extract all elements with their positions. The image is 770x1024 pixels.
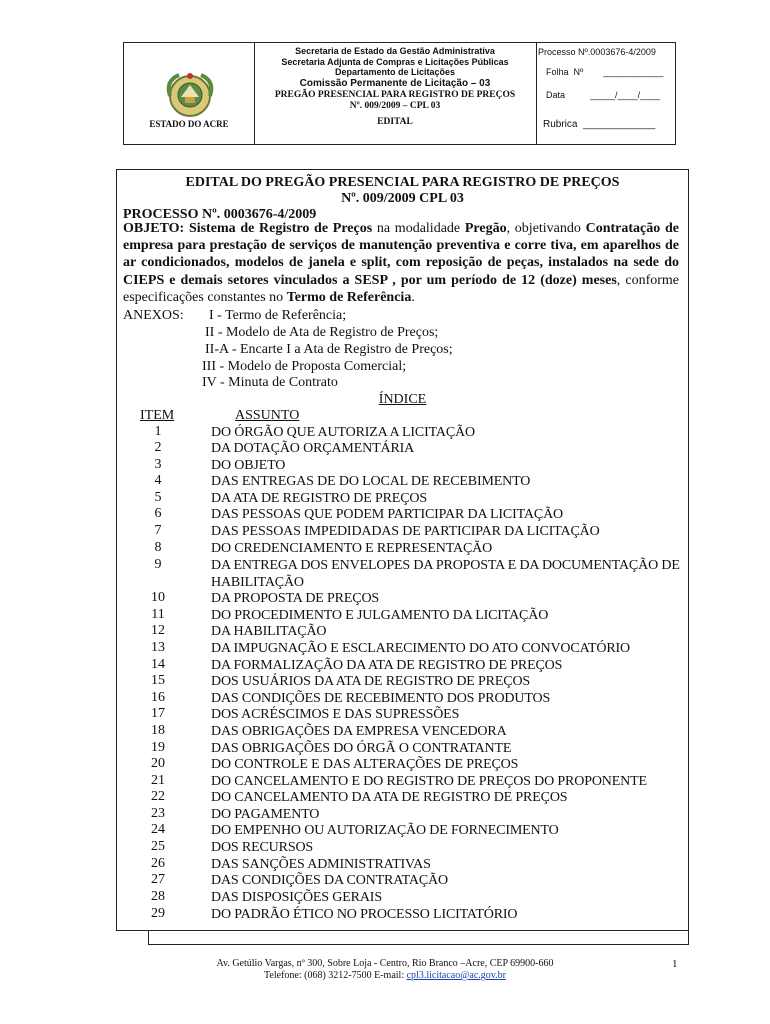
toc-item-number: 27: [151, 872, 165, 887]
objeto-text-3: , conforme especificações constantes no: [123, 272, 679, 305]
objeto-bold-2: Pregão: [464, 221, 507, 236]
header-comissao: Comissão Permanente de Licitação – 03: [299, 77, 491, 89]
toc-item-number: 8: [154, 540, 162, 555]
toc-item-number: 2: [154, 440, 162, 455]
toc-item-number: 6: [154, 506, 162, 521]
toc-item-number: 9: [154, 557, 162, 572]
doc-number: Nº. 009/2009 CPL 03: [341, 191, 464, 206]
toc-item-subject: DAS OBRIGAÇÕES DO ÓRGÃ O CONTRATANTE: [211, 741, 512, 756]
toc-item-number: 18: [151, 723, 165, 738]
toc-item-subject: DO CREDENCIAMENTO E REPRESENTAÇÃO: [211, 541, 493, 556]
toc-item-subject: DA ATA DE REGISTRO DE PREÇOS: [211, 491, 427, 506]
header-edital: EDITAL: [377, 116, 413, 127]
objeto-paragraph: [123, 220, 679, 306]
toc-item-number: 16: [151, 690, 165, 705]
toc-item-subject: DA IMPUGNAÇÃO E ESCLARECIMENTO DO ATO CONVOCATÓRIO: [211, 641, 631, 656]
toc-item-number: 11: [151, 607, 165, 622]
toc-item-number: 17: [151, 706, 165, 721]
toc-item-subject: DAS CONDIÇÕES DE RECEBIMENTO DOS PRODUTOS: [211, 691, 551, 706]
footer: [0, 958, 770, 982]
toc-item-number: 29: [151, 906, 165, 921]
doc-title: EDITAL DO PREGÃO PRESENCIAL PARA REGISTRO DE PREÇOS: [185, 175, 620, 190]
toc-item-number: 1: [154, 424, 162, 439]
toc-item-number: 24: [151, 822, 165, 837]
page-number: 1: [672, 958, 678, 970]
footer-address: Av. Getúlio Vargas, nº 300, Sobre Loja - Centro, Rio Branco –Acre, CEP 69900-660: [216, 958, 554, 969]
footer-phone: Telefone: (068) 3212-7500 E-mail:: [264, 970, 407, 981]
toc-item-subject: DA DOTAÇÃO ORÇAMENTÁRIA: [211, 441, 415, 456]
toc-item-number: 20: [151, 756, 165, 771]
header-process-cell: [536, 43, 675, 144]
header-numero: Nº. 009/2009 – CPL 03: [349, 100, 441, 111]
toc-item-subject: DOS USUÁRIOS DA ATA DE REGISTRO DE PREÇOS: [211, 674, 531, 689]
data-field: Data _____/____/____: [546, 90, 661, 100]
indice-heading: ÍNDICE: [378, 392, 427, 407]
toc-item-subject: DO PADRÃO ÉTICO NO PROCESSO LICITATÓRIO: [211, 907, 518, 922]
toc-item-subject: DAS PESSOAS IMPEDIDADAS DE PARTICIPAR DA LICITAÇÃO: [211, 524, 600, 539]
toc-item-subject: DAS PESSOAS QUE PODEM PARTICIPAR DA LICITAÇÃO: [211, 507, 563, 522]
rubrica-field: Rubrica _____________: [543, 119, 656, 130]
header-pregao: PREGÃO PRESENCIAL PARA REGISTRO DE PREÇOS: [274, 89, 516, 100]
col-item-header: ITEM: [140, 408, 175, 423]
footer-contact: [0, 970, 770, 982]
toc-item-number: 22: [151, 789, 165, 804]
col-assunto-header: ASSUNTO: [235, 408, 300, 423]
toc-item-subject: DO ÓRGÃO QUE AUTORIZA A LICITAÇÃO: [211, 425, 475, 440]
toc-item-subject: DAS SANÇÕES ADMINISTRATIVAS: [211, 857, 431, 872]
header-seal-cell: [124, 43, 255, 144]
anexo-item: III - Modelo de Proposta Comercial;: [202, 359, 407, 374]
header-departamento: Departamento de Licitações: [334, 67, 456, 77]
toc-item-number: 10: [151, 590, 165, 605]
processo-line: PROCESSO Nº. 0003676-4/2009: [123, 207, 317, 222]
toc-item-subject: DO EMPENHO OU AUTORIZAÇÃO DE FORNECIMENTO: [211, 823, 559, 838]
toc-item-subject: DA PROPOSTA DE PREÇOS: [211, 591, 380, 606]
toc-item-number: 5: [154, 490, 162, 505]
toc-item-subject: DO CANCELAMENTO DA ATA DE REGISTRO DE PREÇOS: [211, 790, 568, 805]
toc-item-number: 13: [151, 640, 165, 655]
anexo-item: IV - Minuta de Contrato: [202, 375, 338, 390]
toc-item-subject: DA FORMALIZAÇÃO DA ATA DE REGISTRO DE PREÇOS: [211, 658, 563, 673]
content-frame-bottom: [148, 930, 689, 945]
toc-item-number: 12: [151, 623, 165, 638]
toc-item-subject: DAS ENTREGAS DE DO LOCAL DE RECEBIMENTO: [211, 474, 531, 489]
toc-item-number: 3: [154, 457, 162, 472]
toc-item-number: 25: [151, 839, 165, 854]
anexo-item: II-A - Encarte I a Ata de Registro de Preços;: [205, 342, 453, 357]
toc-item-subject: DA HABILITAÇÃO: [211, 624, 327, 639]
toc-item-subject: DO PROCEDIMENTO E JULGAMENTO DA LICITAÇÃO: [211, 608, 549, 623]
toc-item-subject: DO CONTROLE E DAS ALTERAÇÕES DE PREÇOS: [211, 757, 519, 772]
anexo-item: II - Modelo de Ata de Registro de Preços;: [205, 325, 439, 340]
header-secretaria-adjunta: Secretaria Adjunta de Compras e Licitações Públicas: [281, 56, 509, 67]
toc-item-subject: DAS OBRIGAÇÕES DA EMPRESA VENCEDORA: [211, 724, 507, 739]
objeto-label: OBJETO:: [123, 221, 185, 236]
anexos-label: ANEXOS:: [123, 308, 184, 323]
toc-item-subject: DAS DISPOSIÇÕES GERAIS: [211, 890, 382, 905]
header-title-cell: [254, 43, 537, 144]
document-header: [123, 42, 676, 145]
toc-item-number: 19: [151, 740, 165, 755]
toc-item-number: 21: [151, 773, 165, 788]
anexo-item: I - Termo de Referência;: [209, 308, 347, 323]
folha-field: Folha Nº ____________: [546, 67, 664, 77]
toc-item-number: 23: [151, 806, 165, 821]
toc-item-subject: DAS CONDIÇÕES DA CONTRATAÇÃO: [211, 873, 448, 888]
header-secretaria: Secretaria de Estado da Gestão Administrativa: [295, 46, 495, 56]
toc-item-number: 15: [151, 673, 165, 688]
state-name: ESTADO DO ACRE: [149, 119, 229, 129]
toc-item-subject: DOS ACRÉSCIMOS E DAS SUPRESSÕES: [211, 707, 460, 722]
toc-item-subject: DO CANCELAMENTO E DO REGISTRO DE PREÇOS DO PROPONENTE: [211, 774, 647, 789]
toc-item-number: 26: [151, 856, 165, 871]
toc-item-subject: DOS RECURSOS: [211, 840, 314, 855]
toc-item-subject: DO PAGAMENTO: [211, 807, 320, 822]
processo-number: Processo Nº.0003676-4/2009: [538, 47, 656, 57]
objeto-bold-1: Sistema de Registro de Preços: [188, 221, 373, 236]
footer-email-link[interactable]: cpl3.licitacao@ac.gov.br: [406, 970, 506, 981]
objeto-text-2: , objetivando: [506, 221, 586, 236]
toc-item-number: 4: [154, 473, 162, 488]
objeto-bold-4: Termo de Referência: [286, 289, 412, 305]
toc-item-number: 28: [151, 889, 165, 904]
objeto-text-4: .: [411, 289, 415, 305]
objeto-bold-3: Contratação de empresa para prestação de serviços de manutenção preventiva e corre tiva, em aparelhos de ar condicionados, modelos de janela e split, com reposição de peças, instalados na sede do CIEPS e demais setores vinculados a SESP , por um período de 12 (doze) meses: [123, 221, 679, 288]
toc-item-number: 7: [154, 523, 162, 538]
toc-item-number: 14: [151, 657, 165, 672]
objeto-text-1: na modalidade: [372, 221, 465, 236]
toc-item-subject: DA ENTREGA DOS ENVELOPES DA PROPOSTA E DA DOCUMENTAÇÃO DE HABILITAÇÃO: [211, 558, 680, 590]
toc-item-subject: DO OBJETO: [211, 458, 286, 473]
